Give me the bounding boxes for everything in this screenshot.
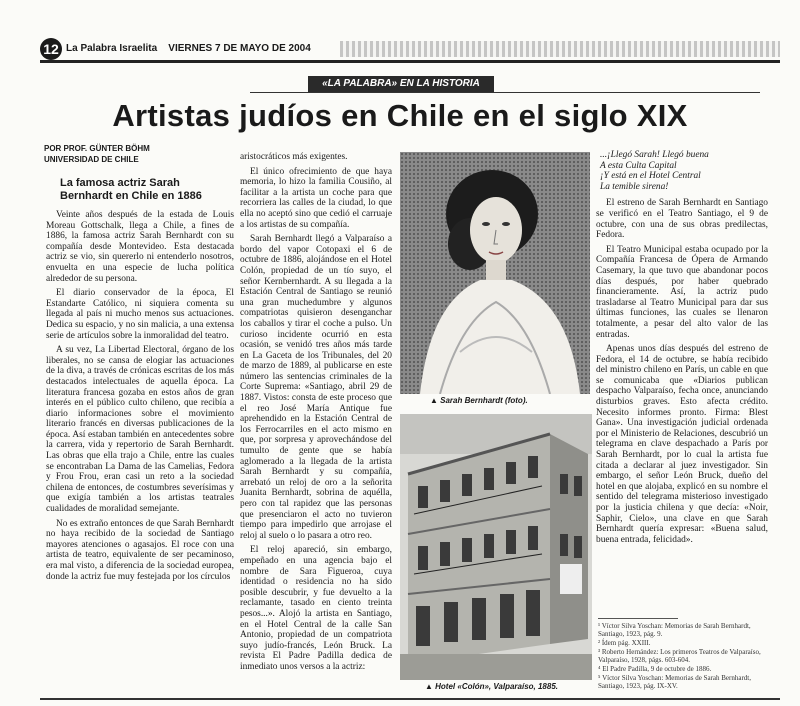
paragraph: Apenas unos días después del estreno de Fedora, el 14 de octubre, se había recibido del ministro chileno en París, un cable en que se comunicaba que «Diarios publican despacho Valparaíso, fecha once, anunciando disturbios graves. Esto afecta crédito. Necesito informes pronto. Firma: Blest Gana». Una investigación judicial ordenada por el Ministerio de Relaciones, descubrió un telegrama en clave despachado a París por Sarah Bernhardt, por lo cual la artista fue citada a declarar al juez investigador. Sin embargo, el señor León Bruck, dueño del hotel en que alojaba, explicó en su nombre el sentido del telegrama misterioso investigado por la justicia chilena y que decía: «Noir, Saphir, Cielo», una clave en que Sarah Bernhardt quería expresar: «Buena salud, buena entrada, felicidad». <box>596 344 768 545</box>
article-column-3 <box>596 150 768 620</box>
article-column-2 <box>240 152 392 692</box>
issue-date: VIERNES 7 DE MAYO DE 2004 <box>168 43 311 54</box>
triangle-icon: ▲ <box>430 396 441 405</box>
triangle-icon: ▲ <box>425 682 436 691</box>
paragraph: Sarah Bernhardt llegó a Valparaíso a bordo del vapor Cotopaxi el 6 de octubre de 1886, alojándose en el Hotel Colón, propiedad de un tío suyo, el señor Kernbernhardt. A su llegada a la Estación Central de Santiago se reunió una gran muchedumbre y algunos compatriotas quisieron desenganchar los caballos y tirar el coche a pulso. Un curioso incidente ocurrió en esta ocasión, se venidó tres años más tarde en La Gaceta de los Tribunales, del 20 de marzo de 1889, al publicarse en este número las sentencias criminales de la Corte Suprema: «Santiago, abril 29 de 1887. Vistos: consta de este proceso que el reo José María Antique fue aprehendido en la Estación Central de los Ferrocarriles en el acto mismo en que, por sorpresa y aprovechándose del tumulto de gente que se había aglomerado a la llegada de la artista Sarah Bernhardt y su compañía, arrebató un reloj de oro a la señorita Juanita Bernhardt, sobrina de aquélla, pero con tal rapidez que las personas que presenciaron el acto no tuvieron tiempo para impedirlo que arrojase el reloj al suelo o lo pasara a otro reo. <box>240 234 392 541</box>
poem-verse <box>596 150 768 192</box>
header-rule <box>40 60 780 63</box>
header-publication-line <box>66 43 311 54</box>
sarah-bernhardt-photo <box>400 152 590 394</box>
poem-line: La temible sirena! <box>600 181 669 192</box>
page-header <box>40 38 780 60</box>
paragraph: A su vez, La Libertad Electoral, órgano de los liberales, no se cansa de elogiar las actuaciones de la diva, a través de crónicas escritas de los más destacados intelectuales de aquella época. La literatura francesa gozaba en estos años de gran interés en el público culto chileno, que recibía a diario informaciones sobre el movimiento literario francés en diversas publicaciones de la época. Así estaban también en antecedentes sobre la carrera, vida y repertorio de Sarah Bernhardt. Las obras que ella trajo a Chile, entre las cuales se encontraban La Dama de las Camelias, Fedora y Frou Frou, eran casi un reto a la sociedad chilena de entonces, de costumbres severísimas y que exigía también a los artistas teatrales cualidades de moralidad semejante. <box>46 345 234 515</box>
paragraph: El reloj apareció, sin embargo, empeñado en una agencia bajo el nombre de Sara Figueroa, cuya identidad o residencia no ha sido posible descubrir, y fue devuelto a la reclamante, tasado en ciento treinta pesos...». Alojó la artista en Santiago, en el Hotel Central de la calle San Antonio, propiedad de un compatriota suyo judío-francés, León Bruck. La revista El Padre Padilla dedica de inmediato unos versos a la actriz: <box>240 545 392 672</box>
section-divider <box>250 92 760 93</box>
byline-institution: UNIVERSIDAD DE CHILE <box>44 155 139 164</box>
footnotes-divider <box>598 618 678 619</box>
publication-name: La Palabra Israelita <box>66 43 158 54</box>
subheadline: La famosa actriz Sarah Bernhardt en Chile en 1886 <box>60 177 202 202</box>
headline: Artistas judíos en Chile en el siglo XIX <box>112 98 688 133</box>
paragraph: Veinte años después de la estada de Louis Moreau Gottschalk, llega a Chile, a fines de 1886, la famosa actriz Sarah Bernhardt con su compañía desde Montevideo. Esta destacada actriz se vio, sin quererlo ni entenderlo nosotros, envuelta en una especie de lucha política alrededor de su persona. <box>46 210 234 284</box>
paragraph: El único ofrecimiento de que haya memoria, lo hizo la familia Cousiño, al facilitar a la artista un coche para que recorriera las calles de la ciudad, lo que ella no aceptó sino que cedió el carruaje a los artistas de su compañía. <box>240 166 392 230</box>
poem-line: A esta Culta Capital <box>600 160 677 171</box>
byline-author: POR PROF. GÜNTER BÖHM <box>44 144 150 153</box>
poem-line: ...¡Llegó Sarah! Llegó buena <box>600 150 709 160</box>
page-number: 12 <box>40 38 62 60</box>
paragraph: El estreno de Sarah Bernhardt en Santiago se verificó en el Teatro Santiago, el 9 de octubre, con una de sus obras predilectas, Fedora. <box>596 198 768 241</box>
paragraph: No es extraño entonces de que Sarah Bernhardt no haya recibido de la sociedad de Santiago mayores atenciones o agasajos. El roce con una artista de teatro, equivalente de ser pecaminoso, era mal visto, a diferencia de la sociedad europea, donde la actriz fue muy festejada por los círculos <box>46 518 234 582</box>
paragraph: aristocráticos más exigentes. <box>240 152 348 162</box>
footnotes <box>598 622 768 691</box>
photo-caption-hotel: ▲ Hotel «Colón», Valparaíso, 1885. <box>425 682 558 691</box>
hotel-building-illustration <box>400 414 592 680</box>
article-column-1 <box>46 210 234 694</box>
header-pattern <box>340 41 780 57</box>
bottom-rule <box>40 698 780 700</box>
hotel-colon-photo <box>400 414 592 680</box>
footnote: ¹ Víctor Silva Yoschan: Memorias de Sarah Bernhardt, Santiago, 1923, pág. 9. <box>598 622 751 638</box>
footnote: ³ Roberto Hernández: Los primeros Teatros de Valparaíso, Valparaíso, 1928, págs. 603-604. <box>598 648 761 664</box>
section-tag: «LA PALABRA» EN LA HISTORIA <box>308 76 494 92</box>
paragraph: El diario conservador de la época, El Estandarte Católico, ni siquiera comenta su llegada al país ni mucho menos sus actuaciones. Dedica su espacio, y no sin malicia, a una extensa serie de artículos sobre la inmoralidad del teatro. <box>46 288 234 341</box>
footnote: ⁴ El Padre Padilla, 9 de octubre de 1886. <box>598 665 712 673</box>
poem-line: ¡Y está en el Hotel Central <box>600 171 701 182</box>
paragraph: El Teatro Municipal estaba ocupado por la Compañía Francesa de Ópera de Armando Casemary, la que tuvo que abandonar pocos días después, por haber quebrado financieramente. Así, la actriz pudo trasladarse al Teatro Municipal para dar sus últimas funciones, las cuales se llenaron totalmente, a pesar del alto valor de las entradas. <box>596 244 768 340</box>
portrait-illustration <box>400 152 590 394</box>
photo-caption-sarah: ▲ Sarah Bernhardt (foto). <box>430 396 528 405</box>
footnote: ⁵ Víctor Silva Yoschan: Memorias de Sarah Bernhardt, Santiago, 1923, pág. IX-XV. <box>598 674 751 690</box>
footnote: ² Ídem pág. XXIII. <box>598 639 651 647</box>
